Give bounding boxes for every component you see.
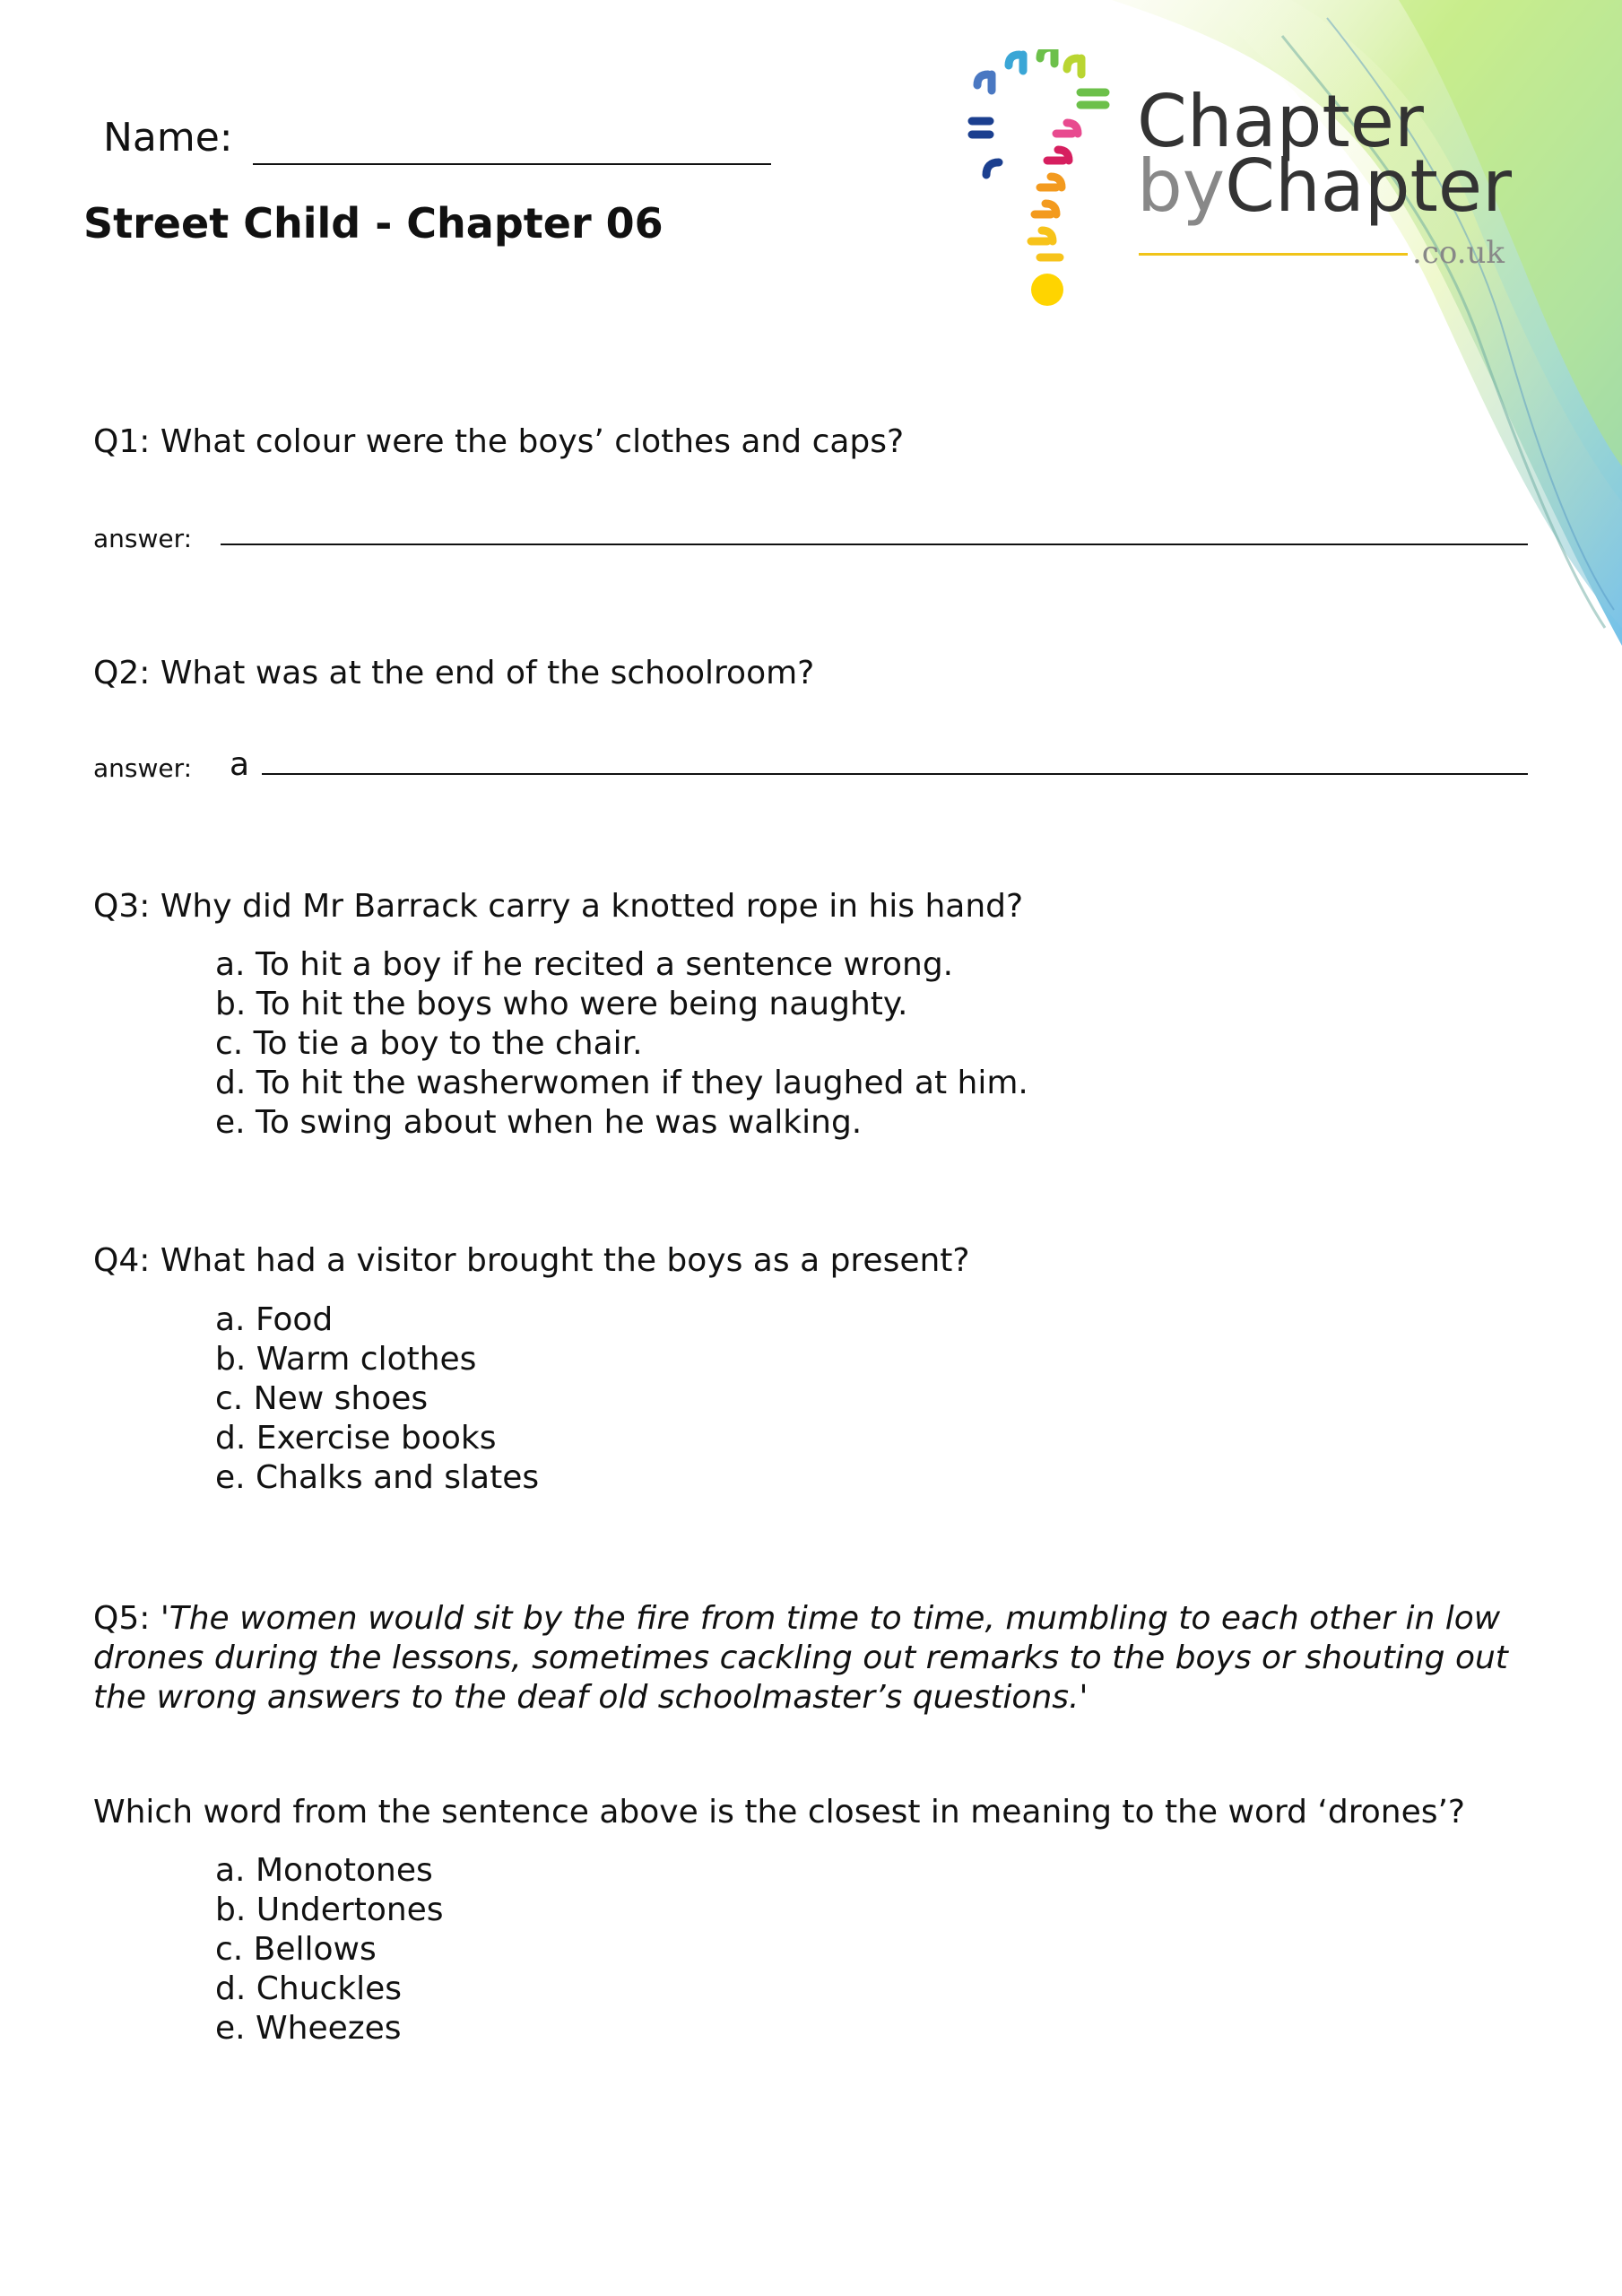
q3-option-c[interactable]: c. To tie a boy to the chair. (215, 1025, 643, 1062)
q3-option-b[interactable]: b. To hit the boys who were being naughty. (215, 986, 908, 1022)
q2-answer-label: answer: (93, 753, 193, 783)
logo-book-icon (959, 49, 1121, 318)
question-3: Q3: Why did Mr Barrack carry a knotted rope in his hand? (93, 888, 1024, 925)
q5-option-e[interactable]: e. Wheezes (215, 2010, 402, 2047)
question-1: Q1: What colour were the boys’ clothes and caps? (93, 423, 905, 460)
q4-options (215, 1300, 539, 1498)
q3-option-a[interactable]: a. To hit a boy if he recited a sentence wrong. (215, 946, 954, 983)
question-2: Q2: What was at the end of the schoolroom? (93, 655, 815, 691)
logo-word-by: by (1137, 144, 1226, 228)
q2-answer-prefix: a (230, 746, 250, 783)
q5-option-a[interactable]: a. Monotones (215, 1852, 433, 1889)
q3-options (215, 945, 1028, 1143)
name-label: Name: (103, 115, 233, 161)
q4-option-e[interactable]: e. Chalks and slates (215, 1459, 540, 1496)
question-4: Q4: What had a visitor brought the boys as a present? (93, 1242, 970, 1279)
q4-option-a[interactable]: a. Food (215, 1301, 334, 1338)
q4-option-d[interactable]: d. Exercise books (215, 1420, 497, 1457)
worksheet-title: Street Child - Chapter 06 (83, 199, 664, 248)
q3-option-e[interactable]: e. To swing about when he was walking. (215, 1104, 863, 1141)
q5-quote: 'The women would sit by the fire from time to time, mumbling to each other in low drones during the lessons, sometimes cackling out remarks to the boys or shouting out the wrong answers to the deaf old schoolmaster’s questions.' (93, 1600, 1508, 1716)
question-5: Which word from the sentence above is the closest in meaning to the word ‘drones’? (93, 1794, 1466, 1831)
q5-option-b[interactable]: b. Undertones (215, 1892, 444, 1928)
logo-word-chapter-2: Chapter (1225, 144, 1512, 228)
logo-underline (1139, 253, 1408, 256)
q3-option-d[interactable]: d. To hit the washerwomen if they laughed at him. (215, 1065, 1028, 1101)
q4-option-c[interactable]: c. New shoes (215, 1380, 429, 1417)
q5-option-d[interactable]: d. Chuckles (215, 1970, 403, 2007)
logo-wordmark (1137, 80, 1512, 228)
q5-prefix: Q5: (93, 1600, 151, 1637)
name-field-line[interactable] (253, 163, 771, 165)
q5-options (215, 1851, 444, 2048)
logo-word-chapter: Chapter (1137, 80, 1424, 163)
q5-option-c[interactable]: c. Bellows (215, 1931, 377, 1968)
q1-answer-label: answer: (93, 524, 193, 553)
question-5-passage (93, 1599, 1564, 1718)
q1-answer-line[interactable] (221, 544, 1528, 545)
logo-domain-suffix: .co.uk (1412, 235, 1505, 271)
q4-option-b[interactable]: b. Warm clothes (215, 1341, 477, 1378)
q2-answer-line[interactable] (262, 773, 1528, 775)
